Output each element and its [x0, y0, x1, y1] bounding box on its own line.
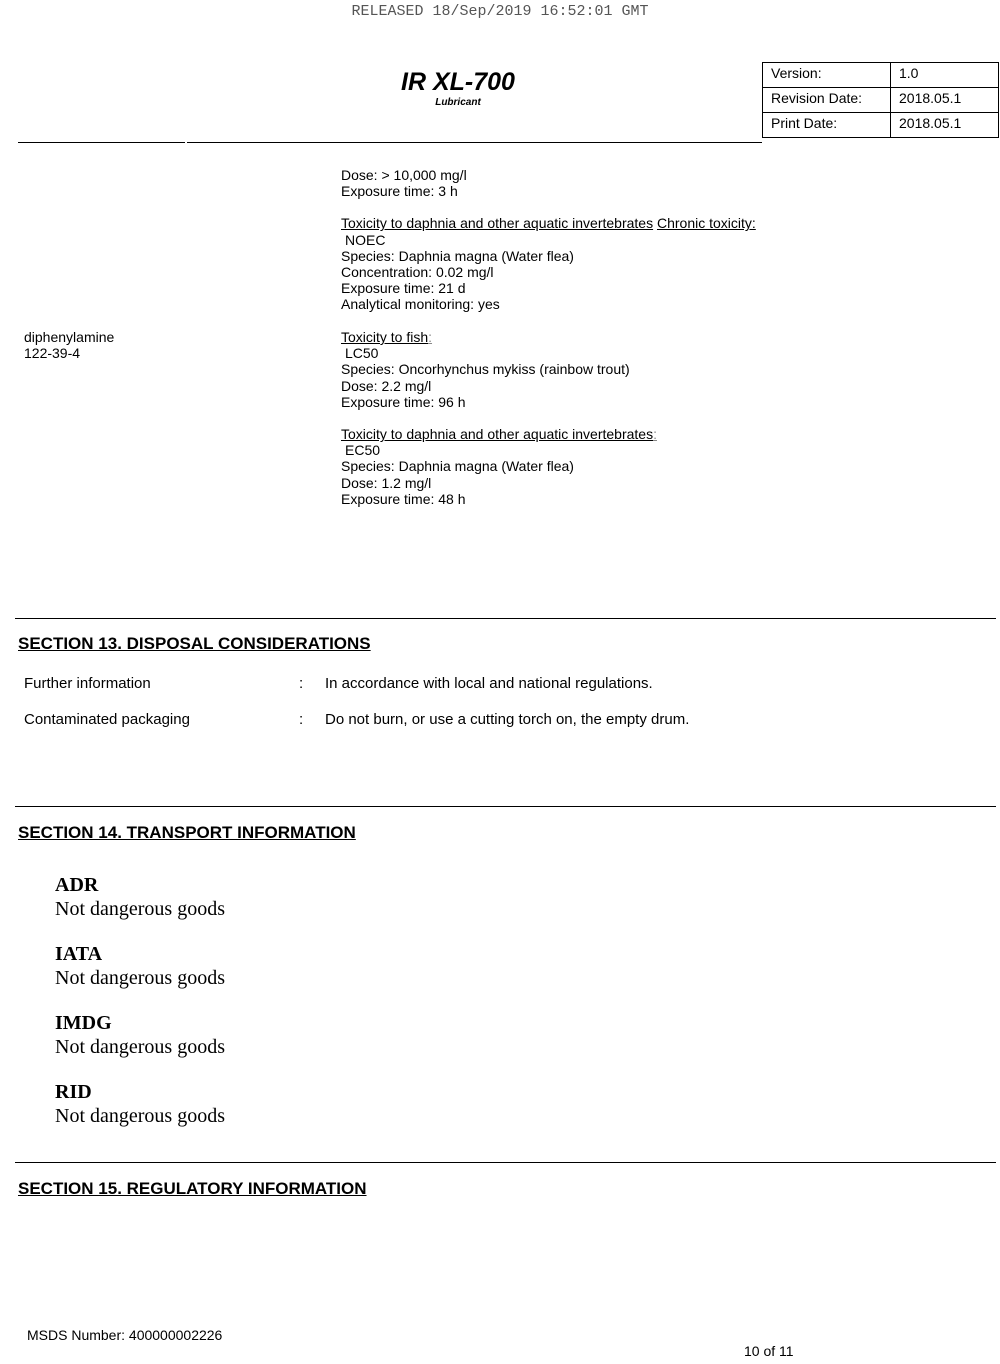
- fish-heading-colon: :: [428, 329, 433, 345]
- section13-title: SECTION 13. DISPOSAL CONSIDERATIONS: [18, 634, 371, 653]
- contaminated-packaging-value: Do not burn, or use a cutting torch on, the empty drum.: [325, 711, 690, 728]
- transport-status: Not dangerous goods: [55, 967, 225, 989]
- transport-mode-code: IATA: [55, 943, 103, 965]
- msds-number: MSDS Number: 400000002226: [27, 1327, 223, 1343]
- transport-mode-code: RID: [55, 1081, 92, 1103]
- fish-species: Species: Oncorhynchus mykiss (rainbow trout): [341, 361, 630, 378]
- transport-status: Not dangerous goods: [55, 898, 225, 920]
- transport-iata: [55, 942, 225, 990]
- release-banner: RELEASED 18/Sep/2019 16:52:01 GMT: [351, 3, 649, 20]
- fish-heading: [341, 329, 657, 345]
- daphnia-heading: [341, 426, 657, 442]
- daphnia-heading-text: Toxicity to daphnia and other aquatic invertebrates: [341, 215, 654, 232]
- section15-title: SECTION 15. REGULATORY INFORMATION: [18, 1179, 367, 1198]
- section13-divider: [15, 618, 996, 619]
- chronic-toxicity-text: Chronic toxicity:: [656, 215, 756, 232]
- transport-imdg: [55, 1011, 225, 1059]
- fish-exposure: Exposure time: 96 h: [341, 393, 466, 410]
- header-divider: [18, 142, 762, 143]
- fish-dose: Dose: 2.2 mg/l: [341, 377, 432, 394]
- print-date-row: [763, 113, 999, 138]
- fish-heading-text: Toxicity to fish: [341, 329, 429, 345]
- monitoring-line: Analytical monitoring: yes: [341, 296, 500, 313]
- header-divider-gap: [185, 141, 187, 144]
- daphnia-species: Species: Daphnia magna (Water flea): [341, 458, 574, 475]
- concentration-line: Concentration: 0.02 mg/l: [341, 264, 494, 281]
- section14-divider: [15, 806, 996, 807]
- page-number: 10 of 11: [744, 1343, 794, 1359]
- document-subtitle: Lubricant: [435, 97, 481, 108]
- species-line: Species: Daphnia magna (Water flea): [341, 247, 574, 264]
- version-label: Version:: [763, 63, 891, 88]
- section15-divider: [15, 1162, 996, 1163]
- print-date-label: Print Date:: [763, 113, 891, 138]
- continued-ecotox-block: [341, 167, 756, 313]
- print-date-value: 2018.05.1: [891, 113, 999, 138]
- document-title: IR XL-700: [401, 68, 515, 96]
- transport-adr: [55, 873, 225, 921]
- section14-title: SECTION 14. TRANSPORT INFORMATION: [18, 823, 356, 842]
- contaminated-packaging-colon: :: [299, 711, 304, 728]
- contaminated-packaging-label: Contaminated packaging: [24, 711, 190, 728]
- daphnia-dose: Dose: 1.2 mg/l: [341, 474, 432, 491]
- component-ecotox-block: [341, 329, 657, 507]
- daphnia-endpoint: EC50: [345, 442, 381, 459]
- transport-status: Not dangerous goods: [55, 1105, 225, 1127]
- component-cas: 122-39-4: [24, 345, 81, 362]
- revision-date-label: Revision Date:: [763, 88, 891, 113]
- further-information-colon: :: [299, 675, 304, 692]
- revision-table: [762, 62, 999, 138]
- noec-endpoint: NOEC: [345, 231, 386, 248]
- transport-status: Not dangerous goods: [55, 1036, 225, 1058]
- version-row: [763, 63, 999, 88]
- dose-line: Dose: > 10,000 mg/l: [341, 167, 467, 183]
- component-identity: [24, 329, 114, 361]
- daphnia-acute-heading-text: Toxicity to daphnia and other aquatic invertebrates: [341, 426, 654, 443]
- daphnia-exposure: Exposure time: 48 h: [341, 490, 466, 507]
- version-value: 1.0: [891, 63, 999, 88]
- transport-rid: [55, 1080, 225, 1128]
- revision-date-row: [763, 88, 999, 113]
- revision-date-value: 2018.05.1: [891, 88, 999, 113]
- fish-endpoint: LC50: [345, 345, 379, 362]
- further-information-value: In accordance with local and national regulations.: [325, 675, 653, 692]
- exposure-line: Exposure time: 3 h: [341, 183, 458, 200]
- daphnia-heading-colon: :: [653, 426, 657, 443]
- component-name: diphenylamine: [24, 329, 115, 345]
- further-information-label: Further information: [24, 675, 151, 692]
- exposure-time-line: Exposure time: 21 d: [341, 280, 466, 297]
- transport-mode-code: ADR: [55, 874, 99, 896]
- transport-mode-code: IMDG: [55, 1012, 112, 1034]
- daphnia-chronic-heading: [341, 215, 756, 231]
